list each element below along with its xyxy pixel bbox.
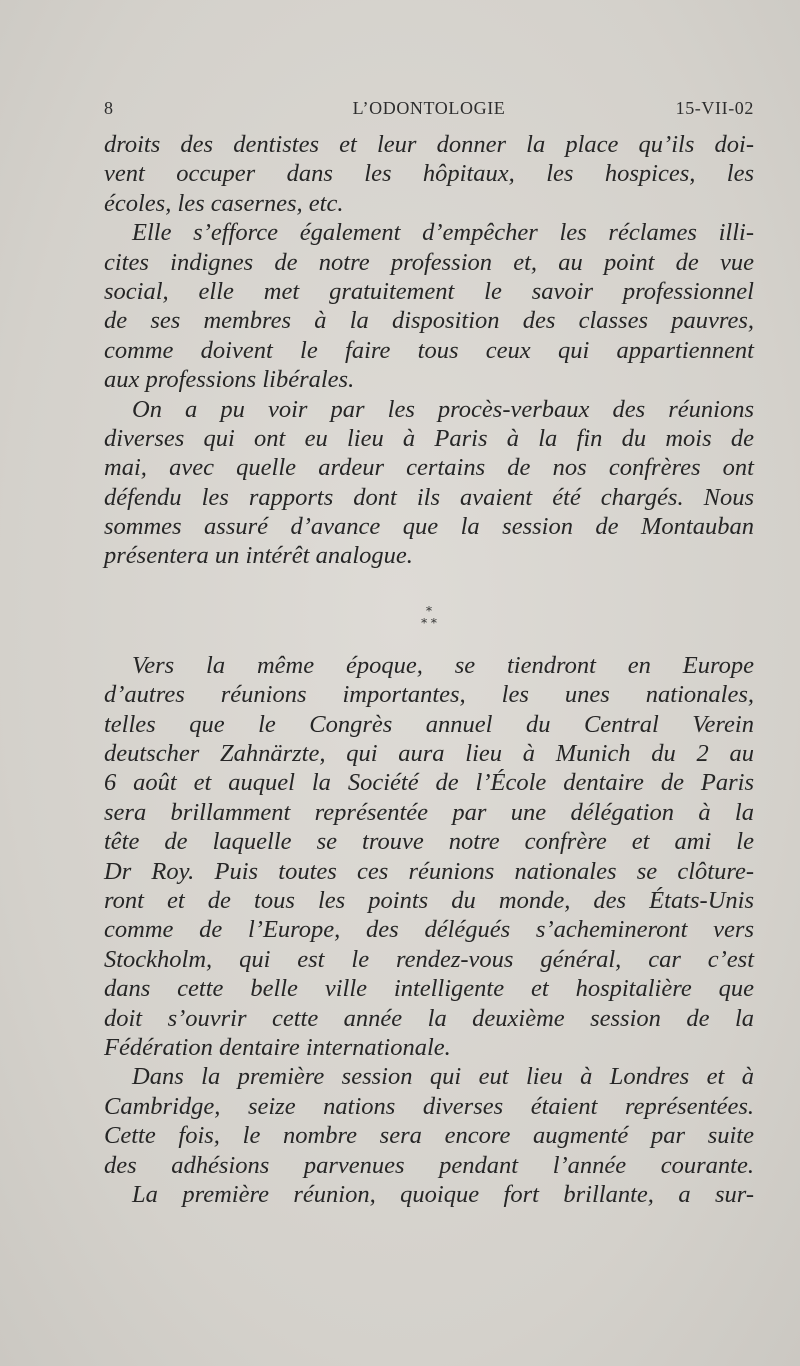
journal-title: L’ODONTOLOGIE [352, 98, 506, 118]
text-line: comme de l’Europe, des délégués s’achemineront vers [104, 916, 754, 944]
paragraph-block-1 [104, 130, 754, 571]
text-line: vent occuper dans les hôpitaux, les hospices, les [104, 160, 754, 188]
running-header [104, 98, 754, 128]
text-line: La première réunion, quoique fort brillante, a sur- [132, 1180, 754, 1208]
text-line: Cette fois, le nombre sera encore augmenté par suite [104, 1122, 754, 1150]
text-line: Vers la même époque, se tiendront en Europe [132, 651, 754, 679]
text-line: présentera un intérêt analogue. [104, 542, 413, 570]
text-line: Cambridge, seize nations diverses étaient représentées. [104, 1092, 754, 1120]
text-line: sommes assuré d’avance que la session de Montauban [104, 513, 754, 541]
text-line: dans cette belle ville intelligente et hospitalière que [104, 975, 754, 1003]
text-line: des adhésions parvenues pendant l’année courante. [104, 1151, 754, 1179]
text-line: Dr Roy. Puis toutes ces réunions nationales se clôture- [104, 857, 754, 885]
text-line: défendu les rapports dont ils avaient été chargés. Nous [104, 483, 754, 511]
text-line: droits des dentistes et leur donner la place qu’ils doi- [104, 131, 754, 158]
text-line: cites indignes de notre profession et, au point de vue [104, 248, 754, 276]
text-line: On a pu voir par les procès-verbaux des réunions [132, 395, 754, 423]
text-line: sera brillamment représentée par une délégation à la [104, 798, 754, 826]
text-line: d’autres réunions importantes, les unes nationales, [104, 681, 754, 709]
text-line: Stockholm, qui est le rendez-vous général, car c’est [104, 945, 754, 973]
body-text [104, 130, 754, 1209]
text-line: ront et de tous les points du monde, des États-Unis [104, 886, 754, 914]
text-line: Dans la première session qui eut lieu à Londres et à [132, 1063, 754, 1091]
separator-star-bottom: * * [421, 616, 437, 630]
text-line: aux professions libérales. [104, 366, 355, 394]
section-separator [104, 605, 754, 629]
text-line: Elle s’efforce également d’empêcher les réclames illi- [132, 219, 754, 247]
text-line: doit s’ouvrir cette année la deuxième session de la [104, 1004, 754, 1032]
text-line: deutscher Zahnärzte, qui aura lieu à Munich du 2 au [104, 740, 754, 768]
text-line: de ses membres à la disposition des classes pauvres, [104, 307, 754, 335]
text-line: tête de laquelle se trouve notre confrère et ami le [104, 828, 754, 856]
text-line: mai, avec quelle ardeur certains de nos confrères ont [104, 454, 754, 482]
page-number: 8 [104, 98, 114, 118]
text-line: telles que le Congrès annuel du Central Verein [104, 710, 754, 738]
text-line: comme doivent le faire tous ceux qui appartiennent [104, 336, 754, 364]
text-line: 6 août et auquel la Société de l’École dentaire de Paris [104, 769, 754, 797]
text-line: social, elle met gratuitement le savoir professionnel [104, 277, 754, 305]
issue-date: 15-VII-02 [675, 98, 754, 118]
text-line: diverses qui ont eu lieu à Paris à la fin du mois de [104, 424, 754, 452]
separator-star-top: * [426, 604, 432, 618]
text-line: Fédération dentaire internationale. [104, 1033, 451, 1061]
paragraph-block-2 [104, 651, 754, 1209]
text-line: écoles, les casernes, etc. [104, 189, 344, 217]
